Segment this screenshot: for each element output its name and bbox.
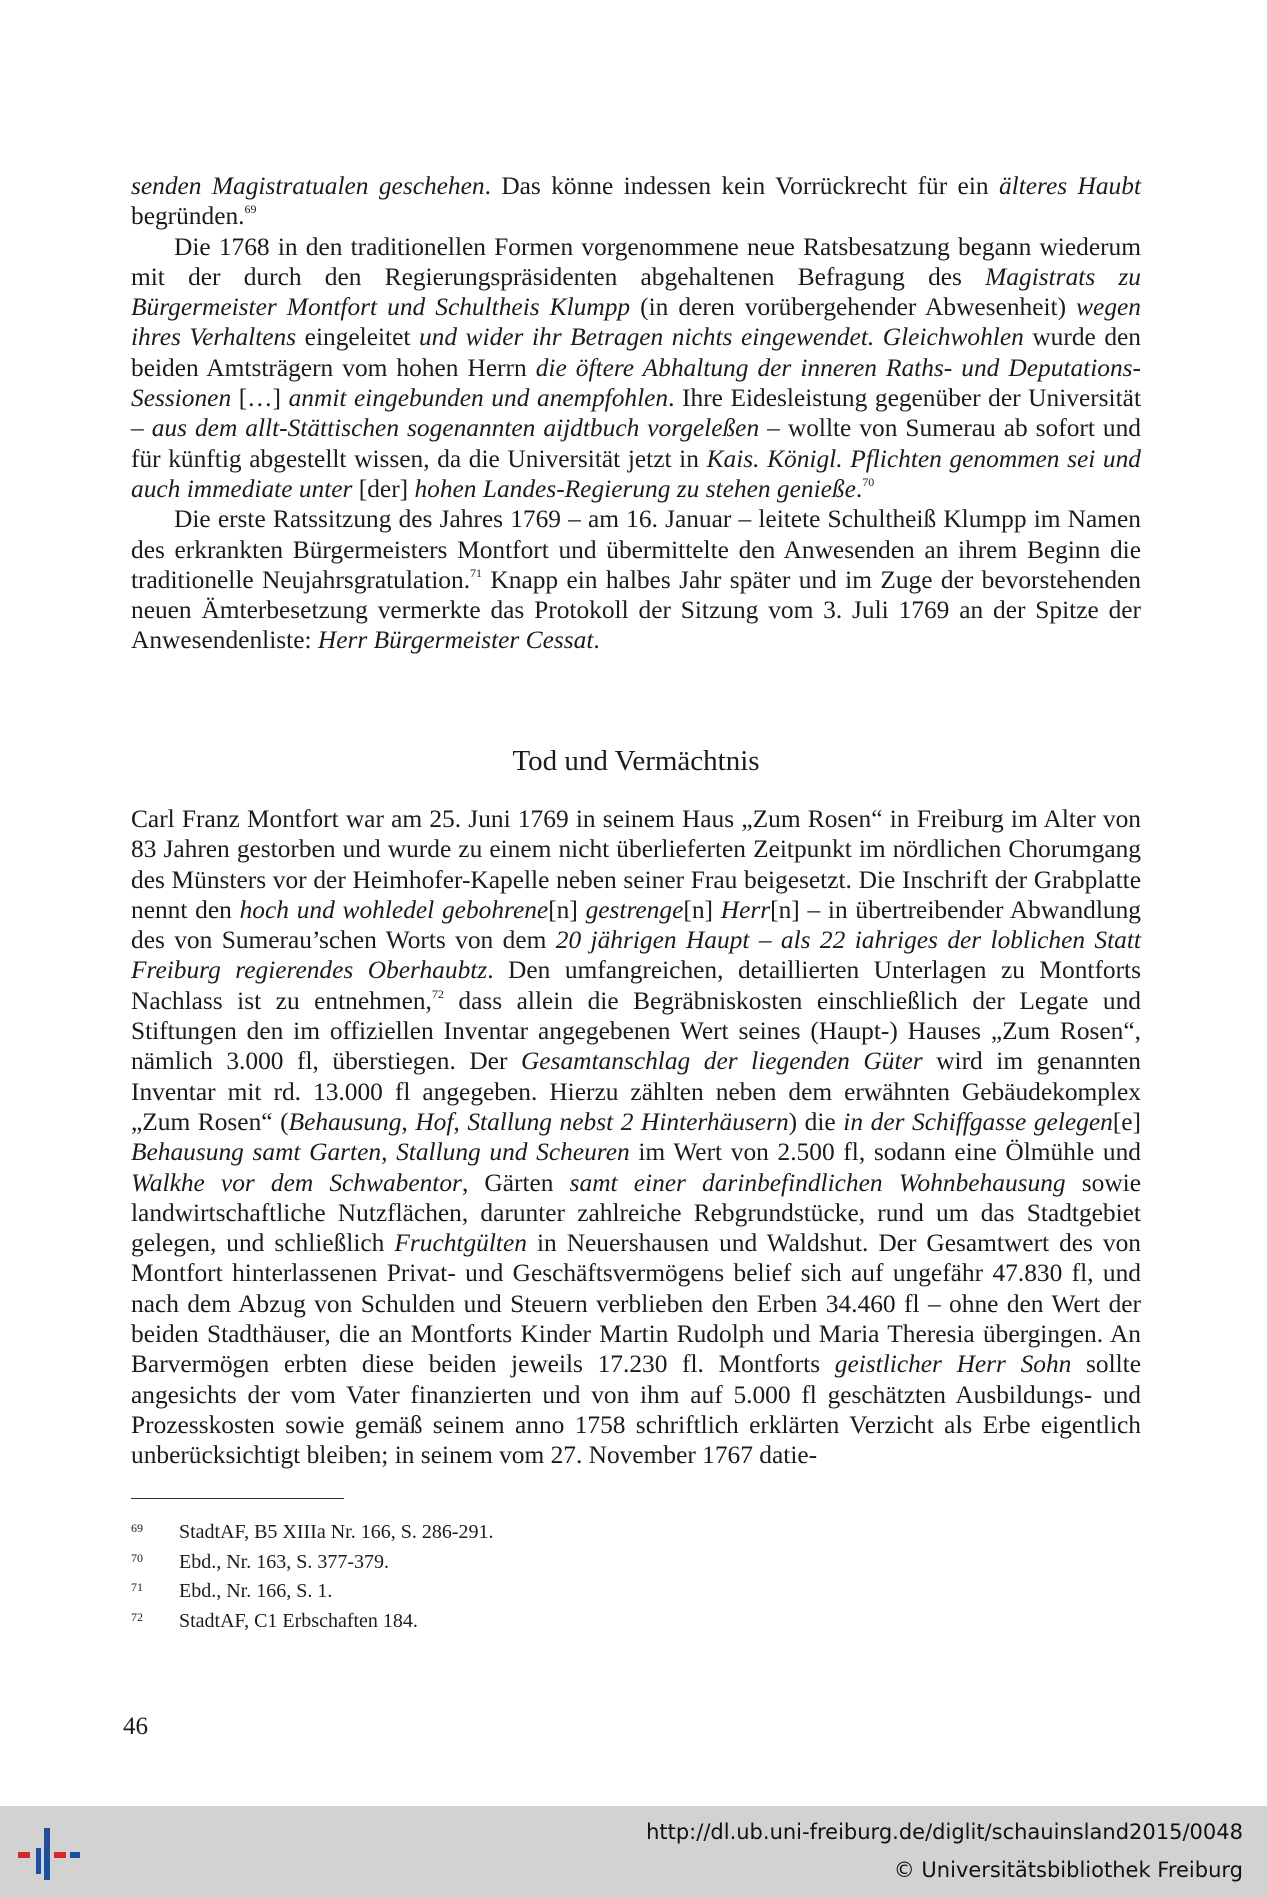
- italic-quotation: wegen ihres Verhaltens: [131, 293, 1141, 352]
- text-run: eingeleitet: [296, 323, 419, 352]
- paragraph: [131, 804, 1141, 1471]
- italic-quotation: geistlicher Herr Sohn: [834, 1350, 1072, 1379]
- italic-quotation: Herr Bürgermeister Cessat: [317, 626, 594, 655]
- text-block-1: [131, 171, 1141, 656]
- footnote-number: 69: [131, 1521, 143, 1535]
- italic-quotation: Behausung, Hof, Stallung nebst 2 Hinterhäusern: [288, 1107, 789, 1136]
- italic-quotation: Fruchtgülten: [394, 1229, 527, 1258]
- section-heading: Tod und Vermächtnis: [512, 745, 760, 777]
- italic-quotation: anmit eingebunden und anempfohlen: [288, 384, 669, 413]
- italic-quotation: hohen Landes-Regierung zu stehen genieße: [414, 474, 856, 503]
- source-url-link[interactable]: http://dl.ub.uni-freiburg.de/diglit/schauinsland2015/0048: [646, 1820, 1243, 1844]
- paragraph: [131, 504, 1141, 655]
- text-run: . Den umfangreichen, detaillierten Unterlagen zu Montforts Nachlass ist zu entnehmen,: [131, 956, 1141, 1015]
- text-run: [n] – in übertreibender Abwandlung des von Sumerau’schen Worts von dem: [131, 895, 1141, 955]
- copyright-text: © Universitätsbibliothek Freiburg: [893, 1858, 1243, 1882]
- italic-quotation: und wider ihr Betragen nichts eingewendet. Gleichwohlen: [418, 323, 1024, 352]
- text-run: sowie landwirtschaftliche Nutzflächen, darunter zahlreiche Rebgrundstücke, rund um das Stadtgebiet gelegen, und schließlich: [131, 1168, 1141, 1258]
- text-run: [der]: [352, 474, 415, 503]
- footnote-reference: 69: [244, 202, 257, 217]
- footnote-reference: 71: [470, 565, 483, 580]
- paragraph: [131, 171, 1141, 232]
- text-run: [e]: [1112, 1107, 1142, 1136]
- paragraph: [131, 232, 1141, 505]
- text-run: […]: [231, 384, 289, 413]
- footnote: [131, 1548, 831, 1578]
- footnote: [131, 1518, 831, 1548]
- footnote-text: StadtAF, C1 Erbschaften 184.: [179, 1609, 418, 1632]
- text-run: . Ihre Eidesleistung gegenüber der Universität –: [131, 384, 1141, 443]
- text-run: [n]: [548, 895, 586, 924]
- italic-quotation: gestrenge: [585, 895, 684, 924]
- text-run: sollte angesichts der vom Vater finanzierten und von ihm auf 5.000 fl geschätzten Ausbildungs- und Prozesskosten sowie gemäß seinem anno 1758 schriftlich erklärten Verzicht als Erbe eigentlich unberücksichtigt bleiben; in seinem vom 27. November 1767 datie-: [131, 1350, 1142, 1470]
- page-number: 46: [123, 1713, 148, 1740]
- text-run: in Neuershausen und Waldshut. Der Gesamtwert des von Montfort hinterlassenen Privat- und Geschäftsvermögens belief sich auf ungefähr 47.830 fl, und nach dem Abzug von Schulden und Steuern verblieben den Erben 34.460 fl – ohne den Wert der beiden Stadthäuser, die an Montforts Kinder Martin Rudolph und Maria Theresia übergingen. An Barvermögen erbten diese beiden jeweils 17.230 fl. Montforts: [131, 1229, 1141, 1379]
- footnote-text: StadtAF, B5 XIIIa Nr. 166, S. 286-291.: [179, 1521, 494, 1543]
- text-run: wird im genannten Inventar mit rd. 13.000 fl angegeben. Hierzu zählten neben dem erwähnten Gebäudekomplex „Zum Rosen“ (: [131, 1047, 1141, 1136]
- italic-quotation: älteres Haubt: [998, 172, 1141, 200]
- footnote: [131, 1577, 831, 1607]
- italic-quotation: Kais. Königl. Pflichten genommen sei und auch immediate unter: [131, 444, 1141, 503]
- text-run: wurde den beiden Amtsträgern vom hohen Herrn: [131, 323, 1142, 382]
- text-run: ) die: [788, 1107, 844, 1136]
- text-run: begründen.: [131, 202, 245, 231]
- italic-quotation: samt einer darinbefindlichen Wohnbehausung: [569, 1168, 1066, 1197]
- italic-quotation: die öftere Abhaltung der inneren Raths- und Deputations-Sessionen: [131, 353, 1141, 413]
- footnote-reference: 72: [431, 986, 444, 1001]
- text-run: – wollte von Sumerau ab sofort und für künftig abgestellt wissen, da die Universität jetzt in: [131, 414, 1141, 473]
- footnote-text: Ebd., Nr. 163, S. 377-379.: [179, 1550, 389, 1573]
- text-run: (in deren vorübergehender Abwesenheit): [630, 293, 1077, 322]
- footnote-number: 70: [131, 1550, 143, 1565]
- footnote-number: 72: [131, 1609, 143, 1624]
- text-run: Die erste Ratssitzung des Jahres 1769 – am 16. Januar – leitete Schultheiß Klumpp im Namen des erkrankten Bürgermeisters Montfort und übermittelte den Anwesenden an ihrem Beginn die traditionelle Neujahrsgratulation.: [131, 505, 1141, 594]
- italic-quotation: senden Magistratualen geschehen: [131, 172, 485, 200]
- text-run: , Gärten: [461, 1168, 570, 1197]
- text-run: im Wert von 2.500 fl, sodann eine Ölmühle und: [629, 1138, 1141, 1167]
- italic-quotation: Magistrats zu Bürgermeister Montfort und Schultheis Klumpp: [131, 262, 1141, 322]
- text-run: .: [593, 626, 600, 655]
- italic-quotation: Behausung samt Garten, Stallung und Scheuren: [131, 1138, 630, 1167]
- footnote-number: 71: [131, 1580, 143, 1594]
- text-run: .: [855, 474, 863, 503]
- footnote: [131, 1607, 831, 1637]
- text-block-2: [131, 804, 1141, 1471]
- library-logo-icon: [14, 1828, 84, 1880]
- text-run: Die 1768 in den traditionellen Formen vorgenommene neue Ratsbesatzung begann wiederum mit der durch den Regierungspräsidenten abgehaltenen Befragung des: [131, 232, 1141, 291]
- text-run: Knapp ein halbes Jahr später und im Zuge der bevorstehenden neuen Ämterbesetzung vermerkte das Protokoll der Sitzung vom 3. Juli 1769 an der Spitze der Anwesendenliste:: [131, 565, 1141, 655]
- footer-bar: [0, 1806, 1267, 1898]
- footnotes: [131, 1518, 831, 1636]
- text-run: Carl Franz Montfort war am 25. Juni 1769 in seinem Haus „Zum Rosen“ in Freiburg im Alter von 83 Jahren gestorben und wurde zu einem nicht überlieferten Zeitpunkt im nördlichen Chorumgang des Münsters vor der Heimhofer-Kapelle neben seiner Frau beigesetzt. Die Inschrift der Grabplatte nennt den: [131, 805, 1141, 924]
- italic-quotation: in der Schiffgasse gelegen: [843, 1107, 1113, 1136]
- italic-quotation: hoch und wohledel gebohrene: [239, 895, 549, 924]
- italic-quotation: Gesamtanschlag der liegenden Güter: [520, 1047, 923, 1076]
- text-run: dass allein die Begräbniskosten einschließlich der Legate und Stiftungen den im offiziellen Inventar angegebenen Wert seines (Haupt-) Hauses „Zum Rosen“, nämlich 3.000 fl, überstiegen. Der: [131, 986, 1141, 1076]
- italic-quotation: aus dem allt-Stättischen sogenannten aijdtbuch vorgeleßen: [151, 414, 760, 443]
- footnote-separator: [131, 1498, 344, 1499]
- footnote-text: Ebd., Nr. 166, S. 1.: [179, 1580, 333, 1602]
- text-run: [n]: [683, 895, 721, 924]
- italic-quotation: 20 jährigen Haupt – als 22 iahriges der loblichen Statt Freiburg regierendes Oberhaubtz: [131, 926, 1141, 985]
- text-run: . Das könne indessen kein Vorrückrecht für ein: [484, 172, 999, 200]
- italic-quotation: Herr: [720, 895, 771, 924]
- footnote-reference: 70: [862, 474, 875, 489]
- italic-quotation: Walkhe vor dem Schwabentor: [131, 1168, 462, 1197]
